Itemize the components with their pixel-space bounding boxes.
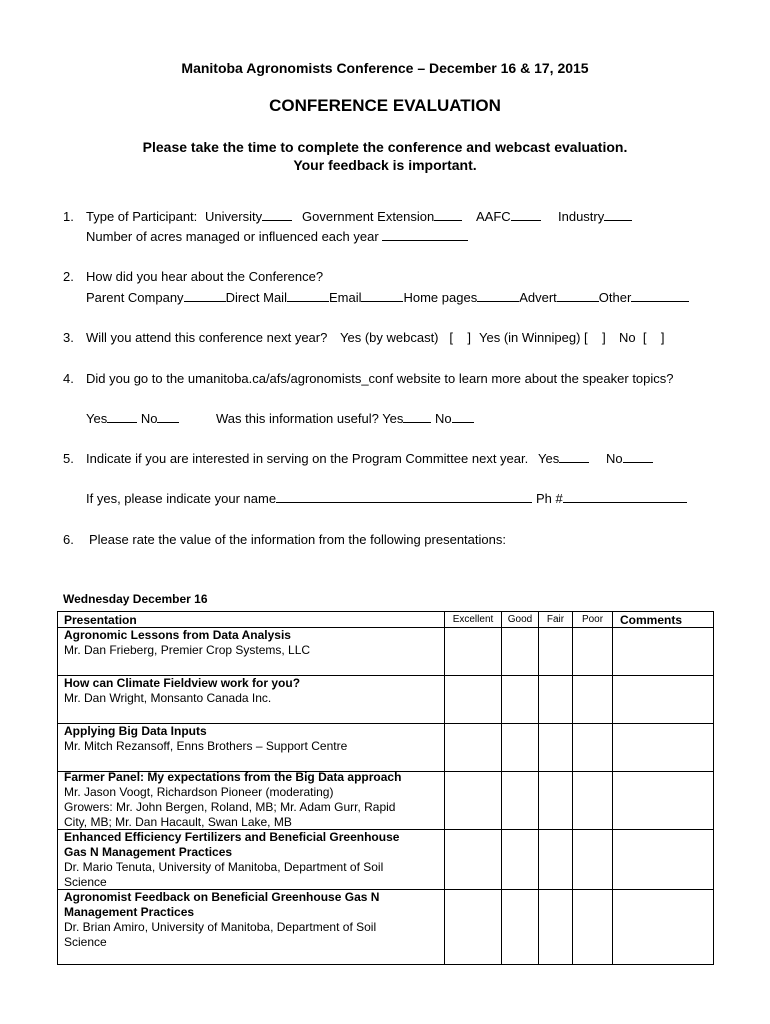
- q1-option-industry[interactable]: [558, 209, 632, 224]
- presenter: Mr. Mitch Rezansoff, Enns Brothers – Support Centre: [64, 739, 348, 753]
- intro-line-1: Please take the time to complete the conference and webcast evaluation.: [142, 139, 628, 155]
- q4-useful-label: Was this information useful?: [216, 411, 379, 426]
- q4-yes-label: Yes: [86, 411, 108, 426]
- q1-option-label: University: [205, 209, 263, 224]
- q1-blank[interactable]: [604, 209, 632, 221]
- q6-number: 6.: [63, 532, 74, 547]
- q1-option-label: Government Extension: [302, 209, 435, 224]
- q1-blank[interactable]: [511, 209, 541, 221]
- q4-useful[interactable]: [216, 411, 474, 426]
- q5-no-label: No: [606, 451, 623, 466]
- q3-option-label: Yes (by webcast): [340, 330, 439, 345]
- presenter: Growers: Mr. John Bergen, Roland, MB; Mr. Adam Gurr, Rapid: [64, 800, 396, 814]
- q1-blank[interactable]: [262, 209, 292, 221]
- q2-blank[interactable]: [631, 290, 689, 302]
- column-divider: [612, 612, 613, 964]
- q1-option-government[interactable]: [302, 209, 462, 224]
- q3-option-no[interactable]: No [ ]: [619, 330, 665, 345]
- table-row: [64, 628, 310, 658]
- q2-blank[interactable]: [184, 290, 226, 302]
- intro-line-2: Your feedback is important.: [293, 157, 477, 173]
- q1-option-aafc[interactable]: [476, 209, 541, 224]
- q5-yes[interactable]: [538, 451, 589, 466]
- presenter: Dr. Brian Amiro, University of Manitoba, Department of Soil: [64, 920, 377, 934]
- table-row: [64, 890, 379, 950]
- presentation-title: Gas N Management Practices: [64, 845, 233, 859]
- q2-blank[interactable]: [477, 290, 519, 302]
- column-divider: [572, 612, 573, 964]
- q3-text: Will you attend this conference next year?: [86, 330, 328, 345]
- presentation-title: Farmer Panel: My expectations from the Big Data approach: [64, 770, 402, 784]
- table-row: [64, 830, 399, 890]
- q2-option: Email: [328, 290, 362, 305]
- q6-text: Please rate the value of the information from the following presentations:: [89, 532, 506, 547]
- q5-name[interactable]: [86, 491, 532, 506]
- header-presentation: Presentation: [64, 613, 137, 627]
- column-divider: [444, 612, 445, 964]
- q2-option: Direct Mail: [225, 290, 287, 305]
- q4-useful-yes-label: Yes: [382, 411, 404, 426]
- q2-option: Parent Company: [86, 290, 184, 305]
- q5-number: 5.: [63, 451, 74, 466]
- q1-option-label: AAFC: [476, 209, 511, 224]
- q2-text: How did you hear about the Conference?: [86, 269, 324, 284]
- presentation-title: Agronomic Lessons from Data Analysis: [64, 628, 291, 642]
- presenter: Science: [64, 935, 107, 949]
- presenter: Mr. Jason Voogt, Richardson Pioneer (moderating): [64, 785, 334, 799]
- q1-acres-label: Number of acres managed or influenced each year: [86, 229, 379, 244]
- presenter: Mr. Dan Frieberg, Premier Crop Systems, LLC: [64, 643, 311, 657]
- presenter: City, MB; Mr. Dan Hacault, Swan Lake, MB: [64, 815, 292, 829]
- presenter: Mr. Dan Wright, Monsanto Canada Inc.: [64, 691, 272, 705]
- q4-useful-yes-blank[interactable]: [403, 411, 431, 423]
- q1-text: Type of Participant:: [86, 209, 198, 224]
- conference-heading: Manitoba Agronomists Conference – December 16 & 17, 2015: [181, 60, 589, 76]
- name-blank[interactable]: [276, 491, 532, 503]
- q3-option-label: No: [619, 330, 636, 345]
- q3-option-webcast[interactable]: Yes (by webcast) [ ]: [340, 330, 472, 345]
- presenter: Dr. Mario Tenuta, University of Manitoba, Department of Soil: [64, 860, 384, 874]
- presenter: Science: [64, 875, 107, 889]
- q3-number: 3.: [63, 330, 74, 345]
- q5-text: Indicate if you are interested in serving on the Program Committee next year.: [86, 451, 529, 466]
- q5-name-label: If yes, please indicate your name: [86, 491, 277, 506]
- q1-acres[interactable]: [86, 229, 468, 244]
- q5-no[interactable]: [606, 451, 653, 466]
- header-excellent: Excellent: [452, 614, 494, 625]
- q2-option: Other: [598, 290, 632, 305]
- presentation-title: How can Climate Fieldview work for you?: [64, 676, 301, 690]
- q1-blank[interactable]: [434, 209, 462, 221]
- q2-option: Advert: [519, 290, 557, 305]
- q2-blank[interactable]: [287, 290, 329, 302]
- presentation-title: Management Practices: [64, 905, 195, 919]
- day-label: Wednesday December 16: [63, 592, 208, 606]
- q3-option-label: Yes (in Winnipeg): [479, 330, 581, 345]
- q2-options[interactable]: [86, 290, 689, 305]
- q1-number: 1.: [63, 209, 74, 224]
- table-row: [64, 770, 401, 830]
- evaluation-table: [57, 611, 714, 965]
- q2-option: Home pages: [403, 290, 478, 305]
- q1-option-label: Industry: [558, 209, 605, 224]
- q2-blank[interactable]: [361, 290, 403, 302]
- table-row: [64, 724, 347, 754]
- q4-yes-blank[interactable]: [107, 411, 137, 423]
- q4-answer[interactable]: [86, 411, 179, 426]
- q5-yes-blank[interactable]: [559, 451, 589, 463]
- q4-no-label: No: [140, 411, 158, 426]
- page-title: CONFERENCE EVALUATION: [269, 96, 501, 115]
- header-good: Good: [507, 614, 533, 625]
- phone-blank[interactable]: [563, 491, 687, 503]
- q4-text: Did you go to the umanitoba.ca/afs/agronomists_conf website to learn more about the speaker topics?: [86, 371, 674, 386]
- q4-useful-no-label: No: [435, 411, 452, 426]
- q4-no-blank[interactable]: [157, 411, 179, 423]
- q2-blank[interactable]: [557, 290, 599, 302]
- presentation-title: Applying Big Data Inputs: [64, 724, 207, 738]
- presentation-title: Agronomist Feedback on Beneficial Greenhouse Gas N: [64, 890, 380, 904]
- header-fair: Fair: [546, 614, 565, 625]
- q3-option-winnipeg[interactable]: Yes (in Winnipeg) [ ]: [479, 330, 606, 345]
- column-divider: [501, 612, 502, 964]
- header-comments: Comments: [620, 613, 683, 627]
- q5-yes-label: Yes: [538, 451, 560, 466]
- acres-blank[interactable]: [382, 229, 468, 241]
- q5-phone[interactable]: [536, 491, 687, 506]
- q5-phone-label: Ph #: [536, 491, 563, 506]
- header-poor: Poor: [581, 614, 604, 625]
- q4-number: 4.: [63, 371, 74, 386]
- q2-number: 2.: [63, 269, 74, 284]
- q4-useful-no-blank[interactable]: [452, 411, 474, 423]
- presentation-title: Enhanced Efficiency Fertilizers and Beneficial Greenhouse: [64, 830, 400, 844]
- table-row: [64, 676, 300, 706]
- column-divider: [538, 612, 539, 964]
- q1-option-university[interactable]: [205, 209, 292, 224]
- q5-no-blank[interactable]: [623, 451, 653, 463]
